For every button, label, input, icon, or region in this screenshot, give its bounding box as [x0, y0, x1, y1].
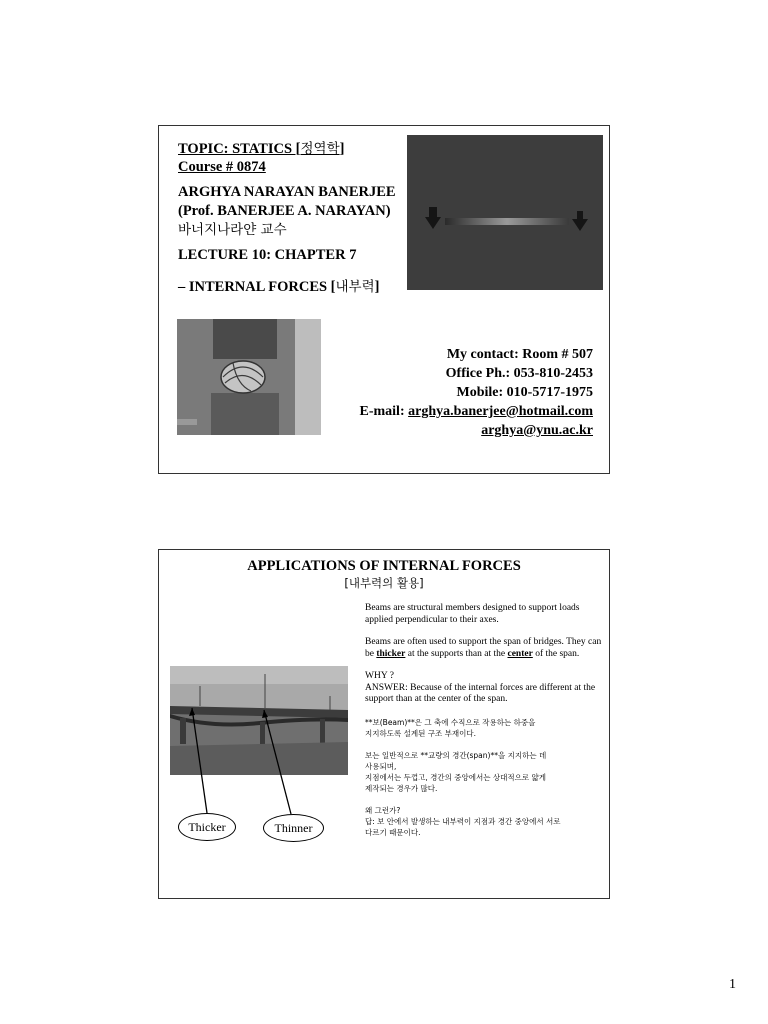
topic-kr: 정역학	[300, 141, 340, 157]
paragraph-kr-1	[365, 717, 605, 739]
paragraph-beams-definition: Beams are structural members designed to support loads applied perpendicular to their axes.	[365, 603, 580, 625]
paragraph-beams-bridges	[365, 637, 605, 660]
kr3-line1: 왜 그런가?	[365, 805, 401, 815]
course-number: Course # 0874	[178, 159, 266, 175]
author-alt-name: (Prof. BANERJEE A. NARAYAN)	[178, 203, 391, 219]
contact-room: My contact: Room # 507	[446, 347, 593, 362]
rubber-band-ball	[221, 361, 265, 393]
author-name: ARGHYA NARAYAN BANERJEE	[178, 184, 396, 200]
paragraph-kr-2	[365, 750, 605, 794]
topic-prefix: TOPIC: STATICS [	[178, 141, 301, 157]
thinner-callout: Thinner	[263, 814, 324, 842]
kr2-line3: 지점에서는 두껍고, 경간의 중앙에서는 상대적으로 얇게	[365, 772, 546, 782]
author-korean-name: 바너지나라얀 교수	[178, 222, 287, 238]
contact-mobile: Mobile: 010-5717-1975	[456, 385, 593, 400]
chapter-prefix: – INTERNAL FORCES [	[178, 279, 336, 295]
slide-2-body	[365, 603, 605, 849]
bridge-photo	[170, 666, 348, 775]
email-link-2[interactable]: arghya@ynu.ac.kr	[481, 423, 593, 438]
bridge-svg	[170, 666, 348, 775]
p2-part-c: of the span.	[532, 648, 580, 659]
email-label: E-mail:	[359, 404, 409, 419]
left-arrow-icon	[425, 207, 441, 229]
paragraph-why	[365, 671, 605, 706]
topic-title	[178, 140, 344, 158]
email-link-1[interactable]: arghya.banerjee@hotmail.com	[408, 404, 593, 419]
kr3-line2: 답: 보 안에서 발생하는 내부력이 지점과 경간 중앙에서 서로	[365, 816, 561, 826]
lecture-title: LECTURE 10: CHAPTER 7	[178, 247, 357, 263]
p2-thicker: thicker	[376, 648, 406, 659]
slide-2	[158, 549, 610, 899]
page-number: 1	[729, 977, 736, 992]
beam-svg	[407, 135, 603, 290]
press-photo-svg	[177, 319, 321, 435]
beam-illustration	[407, 135, 603, 290]
right-arrow-icon	[572, 211, 588, 231]
chapter-kr: 내부력	[335, 279, 375, 295]
kr1-line2: 지지하도록 설계된 구조 부재이다.	[365, 728, 476, 738]
answer-text: ANSWER: Because of the internal forces are different at the support than at the center of the span.	[365, 682, 596, 704]
chapter-title	[178, 275, 379, 296]
p2-part-a: Beams are often used to support the span of bridges. They can be	[365, 637, 602, 659]
p2-center: center	[507, 648, 533, 659]
topic-block	[178, 140, 344, 176]
contact-block	[360, 345, 594, 440]
why-label: WHY ?	[365, 671, 394, 681]
contact-office-phone: Office Ph.: 053-810-2453	[445, 366, 593, 381]
rubber-band-ball-photo	[177, 319, 321, 435]
kr1-line1: **보(Beam)**은 그 축에 수직으로 작용하는 하중을	[365, 717, 536, 727]
paragraph-kr-3	[365, 805, 605, 838]
kr3-line3: 다르기 때문이다.	[365, 827, 421, 837]
slide-2-subtitle: [내부력의 활용]	[344, 576, 424, 590]
beam-bar	[445, 218, 569, 225]
kr2-line2: 사용되며,	[365, 761, 397, 771]
slide-2-title: APPLICATIONS OF INTERNAL FORCES	[247, 558, 521, 574]
p2-part-b: at the supports than at the	[405, 648, 508, 659]
topic-suffix: ]	[339, 141, 345, 157]
thicker-callout: Thicker	[178, 813, 236, 841]
kr2-line1: 보는 일반적으로 **교량의 경간(span)**을 지지하는 데	[365, 750, 547, 760]
slide-1	[158, 125, 610, 474]
contact-email-row	[360, 402, 594, 421]
chapter-suffix: ]	[374, 279, 380, 295]
kr2-line4: 제작되는 경우가 많다.	[365, 783, 438, 793]
author-block	[178, 183, 396, 240]
